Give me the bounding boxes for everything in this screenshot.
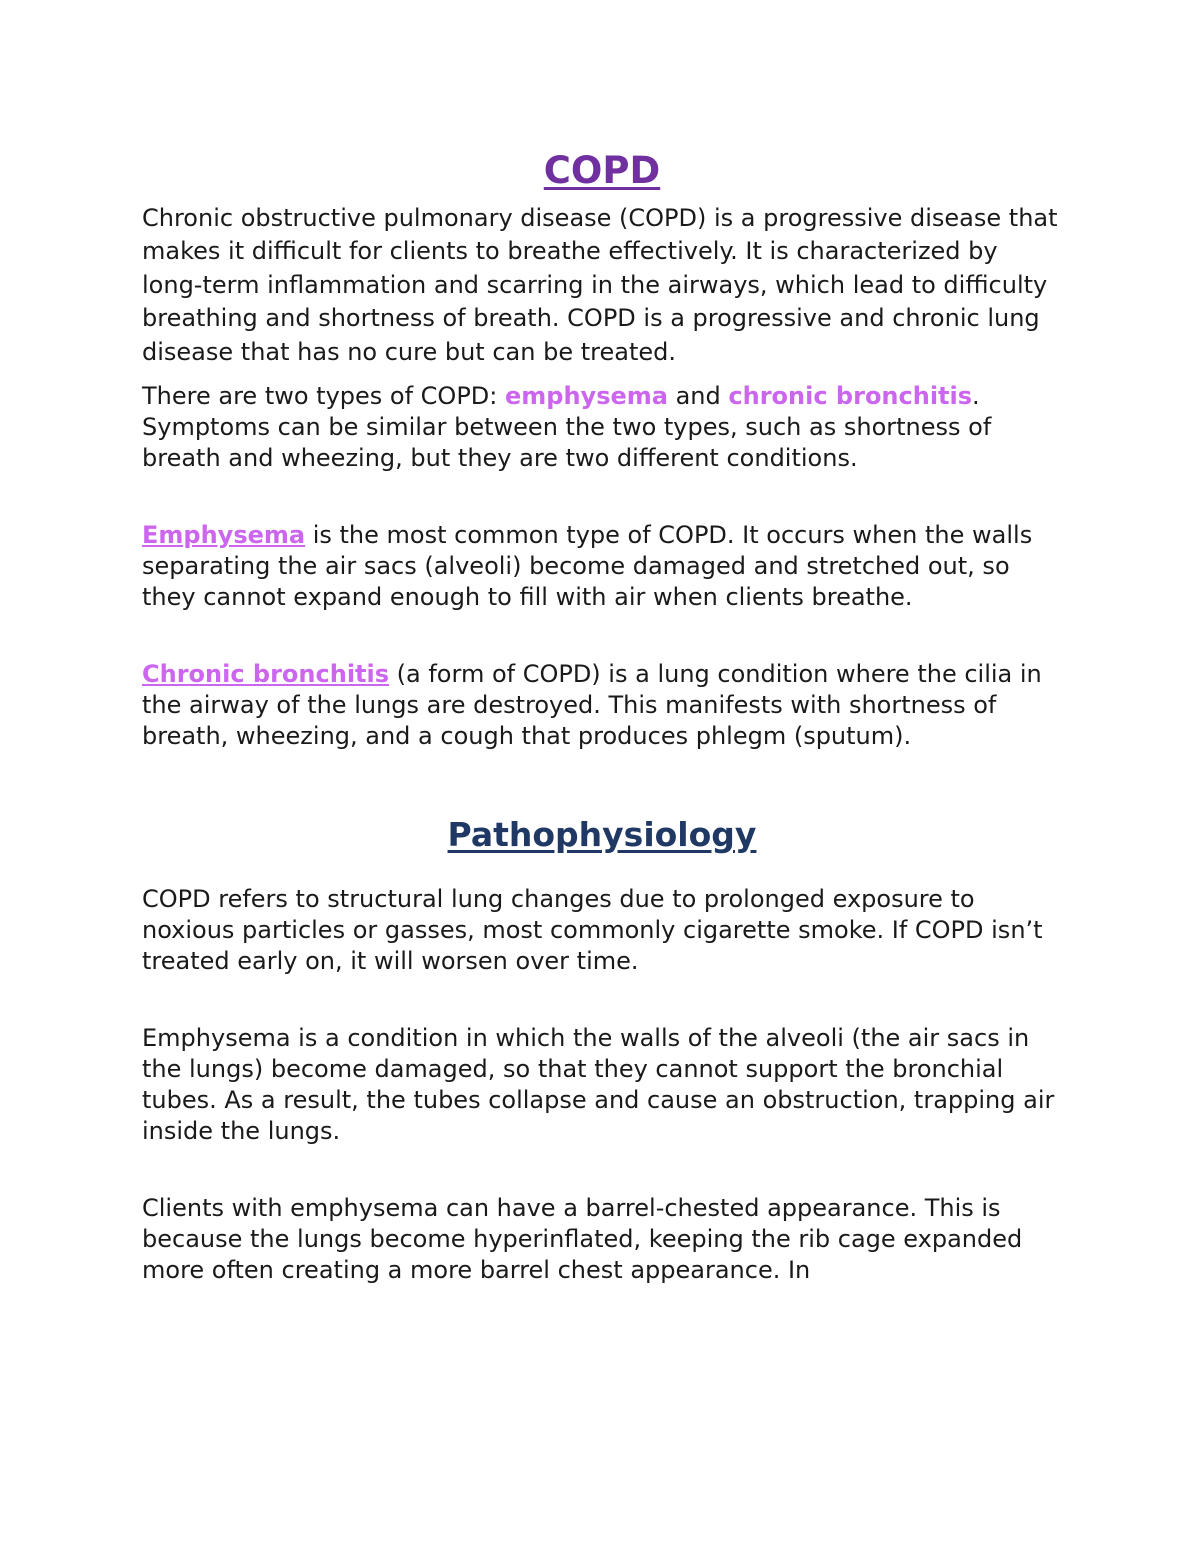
emphysema-term: emphysema bbox=[505, 382, 668, 411]
types-paragraph bbox=[142, 381, 1062, 474]
emphysema-link[interactable]: Emphysema bbox=[142, 521, 306, 550]
document-page bbox=[142, 140, 1062, 1286]
types-mid: and bbox=[667, 382, 729, 411]
bronchitis-text: (a form of COPD) is a lung condition where the cilia in the airway of the lungs are destroyed. This manifests with shortness of breath, wheezing, and a cough that produces phlegm (sputum). bbox=[142, 660, 1042, 751]
emphysema-paragraph bbox=[142, 520, 1062, 613]
bronchitis-paragraph bbox=[142, 659, 1062, 752]
bronchitis-link[interactable]: Chronic bronchitis bbox=[142, 660, 390, 689]
page-title: COPD bbox=[543, 149, 661, 192]
section-title-pathophysiology: Pathophysiology bbox=[447, 815, 757, 855]
types-tail: . Symptoms can be similar between the two types, such as shortness of breath and wheezing, but they are two different conditions. bbox=[142, 382, 992, 473]
bronchitis-term: chronic bronchitis bbox=[728, 382, 973, 411]
types-lead: There are two types of COPD: bbox=[142, 382, 505, 411]
patho-paragraph-1: COPD refers to structural lung changes due to prolonged exposure to noxious particles or gasses, most commonly cigarette smoke. If COPD isn’t treated early on, it will worsen over time. bbox=[142, 885, 1043, 976]
patho-paragraph-3: Clients with emphysema can have a barrel-chested appearance. This is because the lungs become hyperinflated, keeping the rib cage expanded more often creating a more barrel chest appearance. In bbox=[142, 1194, 1023, 1285]
intro-paragraph: Chronic obstructive pulmonary disease (COPD) is a progressive disease that makes it difficult for clients to breathe effectively. It is characterized by long-term inflammation and scarring in the airways, which lead to difficulty breathing and shortness of breath. COPD is a progressive and chronic lung disease that has no cure but can be treated. bbox=[142, 204, 1058, 366]
emphysema-text: is the most common type of COPD. It occurs when the walls separating the air sacs (alveoli) become damaged and stretched out, so they cannot expand enough to fill with air when clients breathe. bbox=[142, 521, 1033, 612]
patho-paragraph-2: Emphysema is a condition in which the walls of the alveoli (the air sacs in the lungs) become damaged, so that they cannot support the bronchial tubes. As a result, the tubes collapse and cause an obstruction, trapping air inside the lungs. bbox=[142, 1024, 1055, 1146]
